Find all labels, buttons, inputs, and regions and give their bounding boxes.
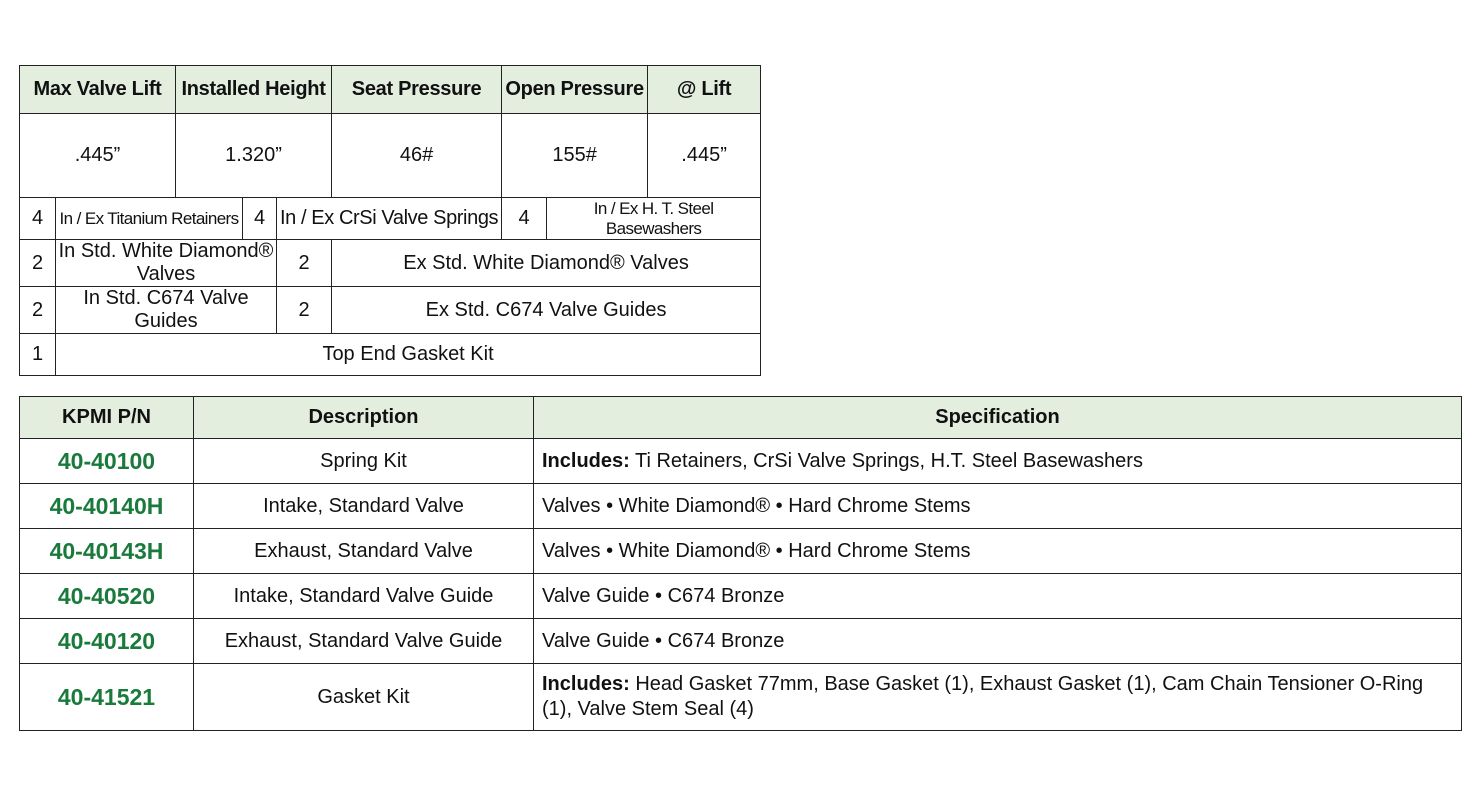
table-row [20,484,1462,529]
value-seat-pressure: 46# [332,114,502,198]
qty-exhaust-valves: 2 [277,240,332,287]
part-specification [534,574,1462,619]
label-exhaust-guides: Ex Std. C674 Valve Guides [332,287,761,334]
spec-prefix: Includes: [542,673,630,695]
qty-basewashers: 4 [502,198,547,240]
qty-intake-valves: 2 [20,240,56,287]
label-intake-guides: In Std. C674 Valve Guides [56,287,277,334]
qty-springs: 4 [243,198,277,240]
value-at-lift: .445” [648,114,761,198]
spec-text: Valve Guide • C674 Bronze [542,629,785,652]
part-number: 40-40520 [20,574,194,619]
spec-prefix: Includes: [542,449,630,472]
part-number: 40-40100 [20,439,194,484]
header-specification: Specification [534,397,1462,439]
header-max-valve-lift: Max Valve Lift [20,66,176,114]
part-description: Gasket Kit [194,664,534,731]
value-max-valve-lift: .445” [20,114,176,198]
label-exhaust-valves: Ex Std. White Diamond® Valves [332,240,761,287]
table-row [20,529,1462,574]
table-row [20,619,1462,664]
part-description: Spring Kit [194,439,534,484]
part-number: 40-40120 [20,619,194,664]
value-open-pressure: 155# [502,114,648,198]
part-specification [534,619,1462,664]
part-specification [534,529,1462,574]
table-row [20,574,1462,619]
parts-table [19,396,1462,731]
spring-spec-table [19,65,761,376]
header-description: Description [194,397,534,439]
spec-text: Head Gasket 77mm, Base Gasket (1), Exhaust Gasket (1), Cam Chain Tensioner O-Ring (1), Valve Stem Seal (4) [542,673,1424,720]
spec-text: Valves • White Diamond® • Hard Chrome Stems [542,539,971,562]
header-at-lift: @ Lift [648,66,761,114]
part-description: Intake, Standard Valve Guide [194,574,534,619]
header-part-number: KPMI P/N [20,397,194,439]
part-specification [534,484,1462,529]
spec-text: Valve Guide • C674 Bronze [542,584,785,607]
part-number: 40-40143H [20,529,194,574]
part-description: Exhaust, Standard Valve [194,529,534,574]
part-number: 40-40140H [20,484,194,529]
part-number: 40-41521 [20,664,194,731]
spec-text: Valves • White Diamond® • Hard Chrome Stems [542,494,971,517]
header-seat-pressure: Seat Pressure [332,66,502,114]
table-row [20,664,1462,731]
qty-gasket-kit: 1 [20,334,56,376]
qty-intake-guides: 2 [20,287,56,334]
part-description: Exhaust, Standard Valve Guide [194,619,534,664]
label-intake-valves: In Std. White Diamond® Valves [56,240,277,287]
label-retainers: In / Ex Titanium Retainers [56,198,243,240]
qty-retainers: 4 [20,198,56,240]
header-installed-height: Installed Height [176,66,332,114]
header-open-pressure: Open Pressure [502,66,648,114]
part-description: Intake, Standard Valve [194,484,534,529]
value-installed-height: 1.320” [176,114,332,198]
label-basewashers: In / Ex H. T. Steel Basewashers [547,198,761,240]
label-springs: In / Ex CrSi Valve Springs [277,198,502,240]
spec-text: Ti Retainers, CrSi Valve Springs, H.T. Steel Basewashers [629,449,1143,472]
table-row [20,439,1462,484]
part-specification [534,664,1462,731]
part-specification [534,439,1462,484]
qty-exhaust-guides: 2 [277,287,332,334]
label-gasket-kit: Top End Gasket Kit [56,334,761,376]
